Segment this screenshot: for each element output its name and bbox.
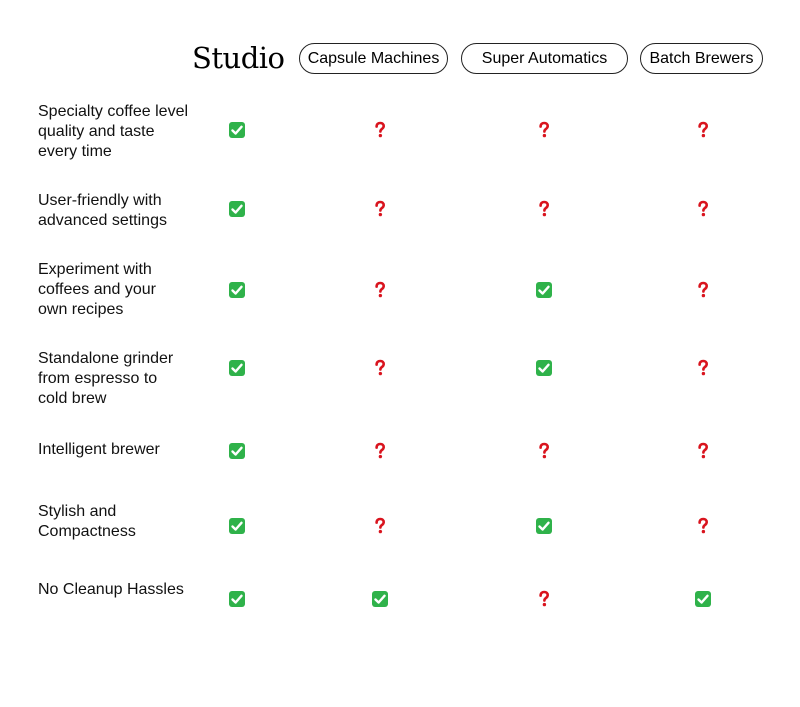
question-mark-icon bbox=[370, 280, 390, 300]
question-mark-icon bbox=[693, 199, 713, 219]
question-mark-icon bbox=[693, 280, 713, 300]
row-label-stylish-compact: Stylish and Compactness bbox=[38, 503, 136, 540]
check-icon bbox=[534, 516, 554, 536]
check-icon bbox=[227, 199, 247, 219]
check-icon bbox=[227, 120, 247, 140]
row-label-user-friendly: User-friendly with advanced settings bbox=[38, 192, 167, 229]
check-icon bbox=[693, 589, 713, 609]
question-mark-icon bbox=[534, 120, 554, 140]
row-label-standalone-grinder: Standalone grinder from espresso to cold brew bbox=[38, 350, 174, 407]
check-icon bbox=[534, 358, 554, 378]
question-mark-icon bbox=[534, 441, 554, 461]
question-mark-icon bbox=[534, 589, 554, 609]
question-mark-icon bbox=[693, 358, 713, 378]
question-mark-icon bbox=[693, 120, 713, 140]
check-icon bbox=[227, 589, 247, 609]
column-header-batch-brewers: Batch Brewers bbox=[640, 43, 763, 74]
check-icon bbox=[227, 280, 247, 300]
question-mark-icon bbox=[370, 199, 390, 219]
check-icon bbox=[227, 516, 247, 536]
row-label-no-cleanup: No Cleanup Hassles bbox=[38, 581, 184, 598]
question-mark-icon bbox=[693, 441, 713, 461]
question-mark-icon bbox=[693, 516, 713, 536]
check-icon bbox=[534, 280, 554, 300]
check-icon bbox=[227, 358, 247, 378]
check-icon bbox=[227, 441, 247, 461]
row-label-intelligent-brewer: Intelligent brewer bbox=[38, 441, 160, 458]
row-label-specialty-quality: Specialty coffee level quality and taste every time bbox=[38, 103, 189, 160]
question-mark-icon bbox=[370, 358, 390, 378]
question-mark-icon bbox=[370, 441, 390, 461]
row-label-experiment: Experiment with coffees and your own recipes bbox=[38, 261, 157, 318]
question-mark-icon bbox=[370, 120, 390, 140]
column-header-super-automatics: Super Automatics bbox=[461, 43, 628, 74]
brand-column-title: Studio bbox=[192, 41, 285, 75]
check-icon bbox=[370, 589, 390, 609]
question-mark-icon bbox=[534, 199, 554, 219]
column-header-capsule-machines: Capsule Machines bbox=[299, 43, 448, 74]
question-mark-icon bbox=[370, 516, 390, 536]
